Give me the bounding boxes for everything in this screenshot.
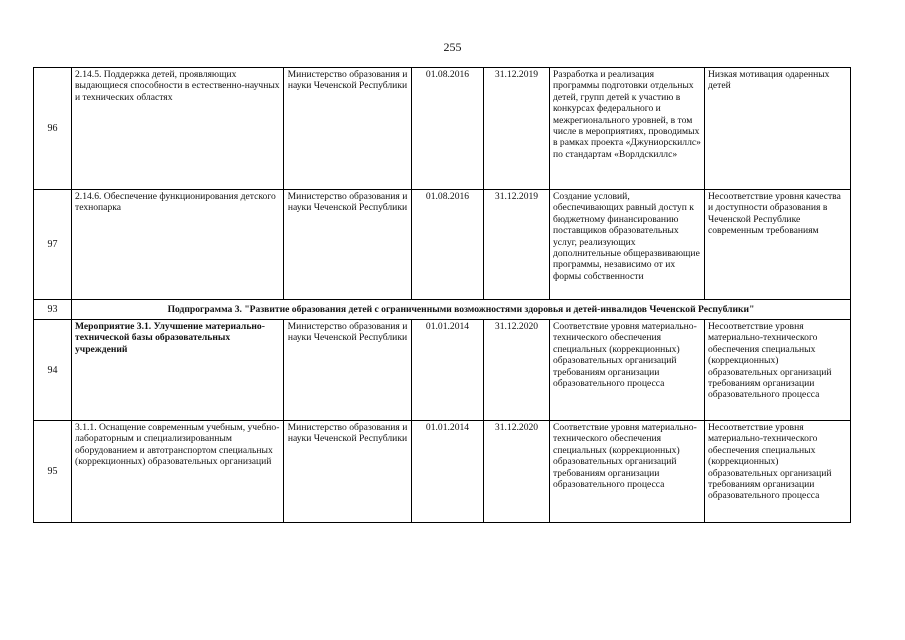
subprogram-row (34, 300, 851, 320)
executor-cell: Министерство образования и науки Чеченской Республики (284, 421, 412, 523)
end-date-cell: 31.12.2020 (484, 320, 550, 421)
subprogram-title: Подпрограмма 3. "Развитие образования детей с ограниченными возможностями здоровья и детей-инвалидов Чеченской Республики" (72, 300, 851, 320)
start-date-cell: 01.08.2016 (412, 68, 484, 190)
row-number: 97 (34, 190, 72, 300)
end-date-cell: 31.12.2019 (484, 68, 550, 190)
table-row (34, 421, 851, 523)
table-row (34, 190, 851, 300)
start-date-cell: 01.01.2014 (412, 320, 484, 421)
activity-cell: 2.14.5. Поддержка детей, проявляющих выдающиеся способности в естественно-научных и технических областях (72, 68, 284, 190)
row-number: 96 (34, 68, 72, 190)
result-cell: Соответствие уровня материально-технического обеспечения специальных (коррекционных) образовательных организаций требованиям организации образовательного процесса (550, 320, 705, 421)
executor-cell: Министерство образования и науки Чеченской Республики (284, 68, 412, 190)
activity-cell: 3.1.1. Оснащение современным учебным, учебно-лабораторным и специализированным оборудованием и автотранспортом специальных (коррекционных) образовательных организаций (72, 421, 284, 523)
table-row (34, 320, 851, 421)
row-number: 95 (34, 421, 72, 523)
risk-cell: Несоответствие уровня качества и доступности образования в Чеченской Республике современным требованиям (705, 190, 851, 300)
result-cell: Создание условий, обеспечивающих равный доступ к бюджетному финансированию поставщиков образовательных услуг, реализующих дополнительные общеразвивающие программы, независимо от их формы собственности (550, 190, 705, 300)
activity-cell: Мероприятие 3.1. Улучшение материально-технической базы образовательных учреждений (72, 320, 284, 421)
activity-cell: 2.14.6. Обеспечение функционирования детского технопарка (72, 190, 284, 300)
end-date-cell: 31.12.2019 (484, 190, 550, 300)
result-cell: Разработка и реализация программы подготовки отдельных детей, групп детей к участию в конкурсах федерального и межрегионального уровней, в том числе в мероприятиях, проводимых в рамках проекта «Джуниорскиллс» по стандартам «Ворлдскиллс» (550, 68, 705, 190)
start-date-cell: 01.08.2016 (412, 190, 484, 300)
result-cell: Соответствие уровня материально-технического обеспечения специальных (коррекционных) образовательных организаций требованиям организации образовательного процесса (550, 421, 705, 523)
row-number: 93 (34, 300, 72, 320)
executor-cell: Министерство образования и науки Чеченской Республики (284, 190, 412, 300)
executor-cell: Министерство образования и науки Чеченской Республики (284, 320, 412, 421)
start-date-cell: 01.01.2014 (412, 421, 484, 523)
risk-cell: Несоответствие уровня материально-технического обеспечения специальных (коррекционных) образовательных организаций требованиям организации образовательного процесса (705, 421, 851, 523)
measures-table (33, 67, 851, 523)
end-date-cell: 31.12.2020 (484, 421, 550, 523)
page-number: 255 (443, 40, 462, 54)
risk-cell: Низкая мотивация одаренных детей (705, 68, 851, 190)
risk-cell: Несоответствие уровня материально-технического обеспечения специальных (коррекционных) образовательных организаций требованиям организации образовательного процесса (705, 320, 851, 421)
table-row (34, 68, 851, 190)
row-number: 94 (34, 320, 72, 421)
